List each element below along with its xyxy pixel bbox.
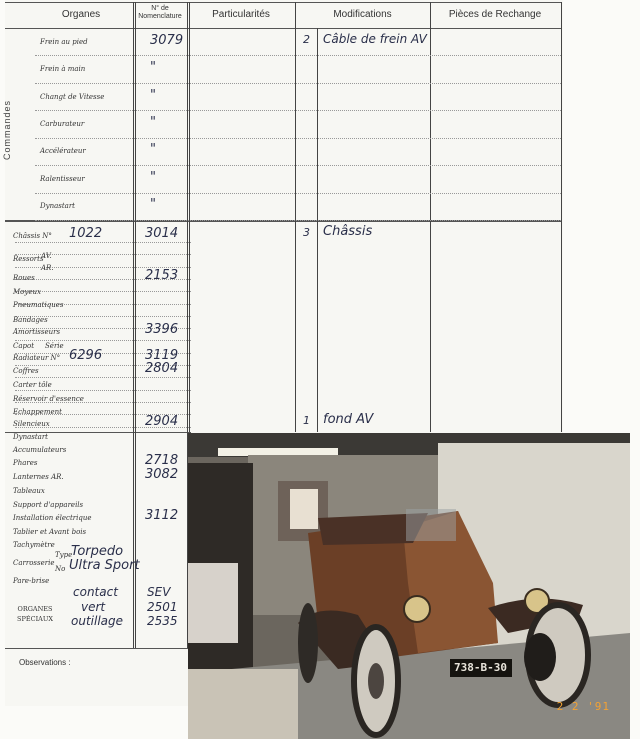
form-row-mod-text: Châssis: [323, 224, 373, 239]
form-row-nomenclature: 2904: [145, 414, 179, 429]
row-line: [15, 340, 191, 341]
commandes-nomenclature: ": [150, 114, 156, 130]
form-row-mod-num: 1: [303, 414, 310, 427]
form-row-label: Réservoir d'essence: [13, 395, 84, 403]
form-row-label: Tachymètre: [13, 541, 55, 549]
form-row-label: Coffres: [13, 367, 39, 375]
form-row-nomenclature: 2153: [145, 268, 179, 283]
row-line: [35, 83, 561, 84]
photo-date-stamp: 2 2 '91: [556, 700, 610, 713]
commandes-label: Frein au pied: [40, 38, 88, 46]
header-particularites: Particularités: [212, 9, 270, 20]
row-line: [15, 390, 191, 391]
form-row-label: Carter tôle: [13, 381, 52, 389]
form-row-label: Installation électrique: [13, 514, 92, 522]
commandes-label: Accélérateur: [40, 147, 86, 156]
carrosserie-no-value: Ultra Sport: [69, 558, 140, 573]
row-line: [35, 110, 561, 111]
row-line: [35, 220, 561, 221]
commandes-mod-text: Câble de frein AV: [323, 32, 427, 46]
license-plate: 738-B-30: [454, 661, 507, 674]
organes-item-2: vert: [81, 600, 106, 614]
form-row-label: Accumulateurs: [13, 446, 67, 454]
row-line: [35, 193, 561, 194]
form-row-label: Echappement: [13, 408, 62, 416]
rule-top: [5, 2, 561, 3]
form-row-label: Série: [45, 342, 64, 350]
organes-nom-1: SEV: [147, 585, 171, 599]
carrosserie-type-value: Torpedo: [71, 544, 124, 559]
column-line: [430, 2, 431, 432]
column-line: [133, 2, 134, 648]
form-row-label: Dynastart: [13, 433, 48, 441]
organes-item-3: outillage: [71, 614, 124, 628]
header-modifications: Modifications: [333, 9, 392, 20]
column-line: [135, 2, 136, 648]
commandes-label: Carburateur: [40, 119, 85, 128]
form-row-label: AR.: [41, 264, 54, 272]
organes-item-1: contact: [73, 585, 118, 599]
form-row-nomenclature: 3396: [145, 322, 179, 337]
form-row-label: Pneumatiques: [13, 301, 64, 309]
organes-nom-3: 2535: [147, 614, 178, 628]
form-row-hand: 1022: [69, 226, 103, 241]
commandes-label: Dynastart: [40, 201, 75, 210]
form-row-hand: 6296: [69, 348, 103, 363]
column-line: [317, 28, 318, 432]
form-row-label: Moyeux: [13, 288, 41, 296]
form-row-nomenclature: 3119: [145, 348, 179, 363]
form-row-label: AV.: [41, 252, 52, 260]
form-row-nomenclature: 3082: [145, 467, 179, 482]
observations-label: Observations :: [19, 658, 71, 667]
header-nomenclature: N° de Nomenclature: [138, 5, 182, 20]
form-row-label: Radiateur N°: [13, 354, 61, 362]
commandes-nomenclature: ": [150, 169, 156, 185]
form-row-label: Support d'appareils: [13, 501, 84, 509]
form-row-nomenclature: 3112: [145, 508, 179, 523]
carrosserie-label: Carrosserie: [13, 559, 55, 567]
form-row-label: Amortisseurs: [13, 328, 61, 336]
carrosserie-type-label: Type: [55, 551, 73, 559]
form-row-label: Roues: [13, 274, 35, 282]
form-row-label: Bandages: [13, 316, 48, 324]
pare-brise-label: Pare-brise: [13, 577, 50, 585]
commandes-nomenclature: ": [150, 87, 156, 103]
group-label-commandes: Commandes: [2, 99, 12, 160]
form-row-nomenclature: 2718: [145, 453, 179, 468]
form-row-label: Phares: [13, 459, 38, 467]
header-pieces: Pièces de Rechange: [448, 9, 542, 20]
column-line: [561, 2, 562, 432]
rule-observations: [5, 648, 191, 649]
column-line: [189, 2, 190, 432]
form-row-label: Ressorts: [13, 255, 44, 263]
column-line: [295, 2, 296, 432]
header-organes: Organes: [61, 9, 101, 20]
form-row-nomenclature: 2804: [145, 361, 179, 376]
row-line: [35, 138, 561, 139]
garage-scene: [188, 433, 630, 739]
rule-header: [5, 28, 561, 29]
row-line: [15, 242, 191, 243]
commandes-label: Changt de Vitesse: [40, 92, 105, 101]
row-line: [35, 165, 561, 166]
form-row-label: Tablier et Avant bois: [13, 528, 87, 536]
form-row-label: Lanternes AR.: [13, 473, 64, 481]
carrosserie-no-label: No: [55, 565, 66, 573]
organes-nom-2: 2501: [147, 600, 178, 614]
form-row-label: Châssis N°: [13, 232, 52, 240]
form-row-label: Tableaux: [13, 487, 45, 495]
commandes-label: Ralentisseur: [40, 174, 85, 183]
form-row-nomenclature: 3014: [145, 226, 179, 241]
commandes-nomenclature: ": [150, 60, 156, 76]
form-row-mod-text: fond AV: [323, 412, 374, 427]
commandes-mod-num: 2: [303, 33, 310, 46]
commandes-nomenclature: ": [150, 142, 156, 158]
car-photograph: [188, 433, 630, 739]
commandes-nomenclature: ": [150, 196, 156, 212]
form-row-label: Capot: [13, 342, 35, 350]
organes-speciaux-label: ORGANES SPÉCIAUX: [17, 605, 53, 623]
commandes-nomenclature: 3079: [150, 33, 184, 48]
form-row-label: Silencieux: [13, 420, 50, 428]
commandes-label: Frein à main: [40, 65, 86, 74]
form-row-mod-num: 3: [303, 226, 310, 239]
row-line: [35, 55, 561, 56]
row-line: [15, 377, 191, 378]
row-line: [15, 291, 191, 292]
